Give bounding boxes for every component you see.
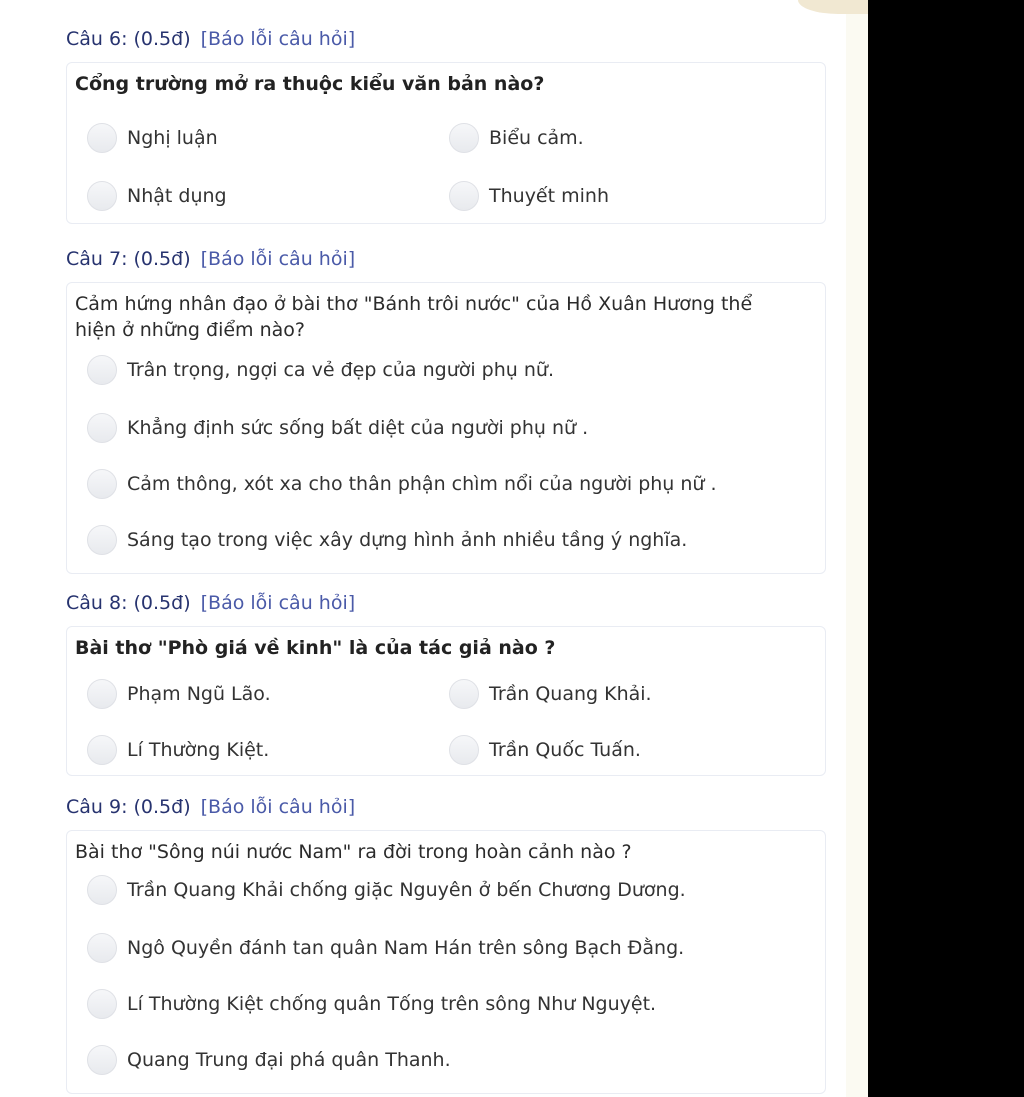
question-header [66,588,826,618]
question-header [66,24,826,54]
question-8 [66,588,826,776]
radio-button[interactable] [87,413,117,443]
question-text: Cảm hứng nhân đạo ở bài thơ "Bánh trôi nước" của Hồ Xuân Hương thể hiện ở những điểm nào? [75,293,753,341]
radio-button[interactable] [87,355,117,385]
answer-option[interactable] [87,1043,451,1077]
answer-option[interactable] [449,733,641,767]
answer-label: Nghị luận [127,127,218,149]
question-number: Câu 8: (0.5đ) [66,592,191,614]
answer-option[interactable] [87,179,227,213]
answer-label: Cảm thông, xót xa cho thân phận chìm nổi của người phụ nữ . [127,473,717,495]
question-6 [66,24,826,224]
answer-label: Quang Trung đại phá quân Thanh. [127,1049,451,1071]
answer-label: Sáng tạo trong việc xây dựng hình ảnh nhiều tầng ý nghĩa. [127,529,688,551]
page-edge [846,0,868,1097]
question-card [66,62,826,224]
radio-button[interactable] [87,989,117,1019]
radio-button[interactable] [87,933,117,963]
question-9 [66,792,826,1094]
radio-button[interactable] [87,469,117,499]
answer-option[interactable] [87,873,686,907]
answer-label: Nhật dụng [127,185,227,207]
answer-option[interactable] [87,987,656,1021]
report-error-link[interactable]: [Báo lỗi câu hỏi] [200,796,356,818]
answer-option[interactable] [449,121,584,155]
question-text: Bài thơ "Sông núi nước Nam" ra đời trong hoàn cảnh nào ? [75,841,632,863]
answer-label: Lí Thường Kiệt. [127,739,270,761]
radio-button[interactable] [87,181,117,211]
question-card [66,626,826,776]
answer-option[interactable] [87,121,218,155]
answer-label: Trần Quang Khải chống giặc Nguyên ở bến Chương Dương. [127,879,686,901]
radio-button[interactable] [87,875,117,905]
question-card [66,282,826,574]
answer-label: Trần Quốc Tuấn. [489,739,641,761]
question-header [66,792,826,822]
radio-button[interactable] [449,181,479,211]
answer-option[interactable] [87,411,588,445]
answer-label: Lí Thường Kiệt chống quân Tống trên sông Như Nguyệt. [127,993,657,1015]
radio-button[interactable] [87,679,117,709]
answer-label: Trần Quang Khải. [489,683,652,705]
radio-button[interactable] [449,735,479,765]
radio-button[interactable] [87,525,117,555]
answer-label: Phạm Ngũ Lão. [127,683,271,705]
report-error-link[interactable]: [Báo lỗi câu hỏi] [200,248,356,270]
answer-option[interactable] [87,677,271,711]
answer-option[interactable] [449,677,652,711]
question-header [66,244,826,274]
question-number: Câu 6: (0.5đ) [66,28,191,50]
radio-button[interactable] [449,123,479,153]
answer-option[interactable] [87,931,684,965]
answer-option[interactable] [87,467,717,501]
answer-label: Biểu cảm. [489,127,584,149]
question-text: Cổng trường mở ra thuộc kiểu văn bản nào? [75,73,545,95]
answer-label: Thuyết minh [489,185,609,207]
answer-option[interactable] [87,353,554,387]
radio-button[interactable] [87,1045,117,1075]
answer-label: Khẳng định sức sống bất diệt của người phụ nữ . [127,417,589,439]
question-number: Câu 7: (0.5đ) [66,248,191,270]
radio-button[interactable] [87,735,117,765]
answer-option[interactable] [449,179,609,213]
answer-option[interactable] [87,523,687,557]
report-error-link[interactable]: [Báo lỗi câu hỏi] [200,28,356,50]
question-text: Bài thơ "Phò giá về kinh" là của tác giả nào ? [75,637,556,659]
answer-label: Trân trọng, ngợi ca vẻ đẹp của người phụ nữ. [127,359,554,381]
question-7 [66,244,826,574]
question-card [66,830,826,1094]
report-error-link[interactable]: [Báo lỗi câu hỏi] [200,592,356,614]
question-number: Câu 9: (0.5đ) [66,796,191,818]
radio-button[interactable] [87,123,117,153]
radio-button[interactable] [449,679,479,709]
answer-label: Ngô Quyền đánh tan quân Nam Hán trên sông Bạch Đằng. [127,937,685,959]
answer-option[interactable] [87,733,269,767]
avatar-edge [798,0,868,14]
